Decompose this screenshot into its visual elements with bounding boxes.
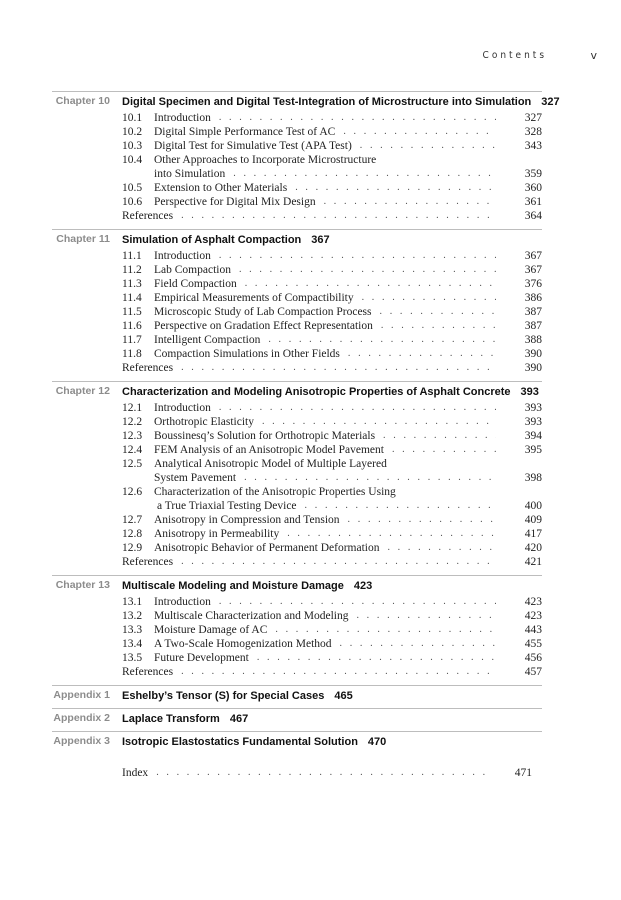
page-number: v bbox=[590, 49, 597, 62]
chapter-label: Appendix 1 bbox=[53, 689, 110, 701]
chapter-title-link[interactable] bbox=[122, 578, 542, 595]
entry-page: 376 bbox=[524, 278, 542, 290]
section-number: 12.3 bbox=[122, 430, 143, 442]
section-title: FEM Analysis of an Anisotropic Model Pavement bbox=[154, 444, 384, 456]
entry-page: 423 bbox=[524, 596, 542, 608]
dot-leader bbox=[156, 766, 486, 780]
dot-leader bbox=[360, 139, 496, 153]
entry-page: 417 bbox=[524, 528, 542, 540]
toc-entry[interactable] bbox=[122, 195, 542, 209]
chapter-page: 465 bbox=[334, 690, 353, 702]
dot-leader bbox=[348, 347, 496, 361]
dot-leader bbox=[343, 125, 496, 139]
dot-leader bbox=[380, 305, 496, 319]
toc-entry[interactable] bbox=[122, 637, 542, 651]
entry-page: 343 bbox=[524, 140, 542, 152]
section-title: Microscopic Study of Lab Compaction Process bbox=[154, 306, 372, 318]
entry-page: 327 bbox=[524, 112, 542, 124]
toc-entry[interactable] bbox=[122, 263, 542, 277]
section-number: 11.6 bbox=[122, 320, 142, 332]
table-of-contents bbox=[52, 91, 560, 754]
toc-entry[interactable] bbox=[122, 125, 542, 139]
entry-page: 388 bbox=[524, 334, 542, 346]
references-label: References bbox=[122, 666, 174, 678]
section-title: Anisotropy in Permeability bbox=[154, 528, 280, 540]
dot-leader bbox=[181, 361, 496, 375]
dot-leader bbox=[348, 513, 496, 527]
section-number: 11.3 bbox=[122, 278, 142, 290]
dot-leader bbox=[324, 195, 496, 209]
references-label: References bbox=[122, 556, 174, 568]
dot-leader bbox=[383, 429, 496, 443]
section-title: Moisture Damage of AC bbox=[154, 624, 268, 636]
toc-entry[interactable] bbox=[122, 305, 542, 319]
section-title: Introduction bbox=[154, 596, 211, 608]
chapter-title-link[interactable] bbox=[122, 384, 542, 401]
chapter-title: Simulation of Asphalt Compaction bbox=[122, 234, 302, 246]
section-title: Analytical Anisotropic Model of Multiple Layered bbox=[154, 458, 387, 470]
toc-chapter bbox=[52, 575, 542, 685]
references-label: References bbox=[122, 362, 174, 374]
dot-leader bbox=[219, 401, 496, 415]
entry-page: 390 bbox=[524, 348, 542, 360]
section-number: 12.4 bbox=[122, 444, 143, 456]
chapter-page: 327 bbox=[541, 96, 560, 108]
dot-leader bbox=[275, 623, 496, 637]
section-title-continued: into Simulation bbox=[154, 168, 226, 180]
section-title: Orthotropic Elasticity bbox=[154, 416, 254, 428]
references-entry[interactable] bbox=[122, 555, 542, 569]
section-title: Empirical Measurements of Compactibility bbox=[154, 292, 354, 304]
index-page: 471 bbox=[514, 767, 532, 779]
section-title-continued: a True Triaxial Testing Device bbox=[157, 500, 297, 512]
toc-entry[interactable] bbox=[122, 181, 542, 195]
chapter-page: 393 bbox=[520, 386, 539, 398]
section-number: 11.1 bbox=[122, 250, 142, 262]
entry-page: 386 bbox=[524, 292, 542, 304]
entry-page: 360 bbox=[524, 182, 542, 194]
section-number: 10.2 bbox=[122, 126, 143, 138]
section-title: Characterization of the Anisotropic Properties Using bbox=[154, 486, 396, 498]
toc-entry[interactable] bbox=[122, 485, 542, 499]
toc-entry[interactable] bbox=[122, 111, 542, 125]
toc-entry[interactable] bbox=[122, 595, 542, 609]
section-title: Extension to Other Materials bbox=[154, 182, 288, 194]
toc-entry[interactable] bbox=[122, 347, 542, 361]
toc-entry-continuation[interactable] bbox=[122, 471, 542, 485]
index-entry[interactable] bbox=[122, 766, 532, 780]
dot-leader bbox=[362, 291, 496, 305]
entry-page: 387 bbox=[524, 320, 542, 332]
section-number: 13.1 bbox=[122, 596, 143, 608]
chapter-label: Appendix 3 bbox=[53, 735, 110, 747]
dot-leader bbox=[295, 181, 496, 195]
chapter-title: Digital Specimen and Digital Test-Integration of Microstructure into Simulation bbox=[122, 96, 532, 108]
section-title: Future Development bbox=[154, 652, 249, 664]
entry-page: 393 bbox=[524, 402, 542, 414]
chapter-title-link[interactable] bbox=[122, 688, 542, 705]
section-number: 13.2 bbox=[122, 610, 143, 622]
dot-leader bbox=[245, 277, 496, 291]
chapter-label: Chapter 11 bbox=[56, 233, 110, 245]
section-number: 12.6 bbox=[122, 486, 143, 498]
toc-entry-continuation[interactable] bbox=[122, 499, 542, 513]
section-title: Anisotropic Behavior of Permanent Deformation bbox=[154, 542, 380, 554]
dot-leader bbox=[305, 499, 496, 513]
section-number: 11.8 bbox=[122, 348, 142, 360]
section-title: Multiscale Characterization and Modeling bbox=[154, 610, 349, 622]
section-title: Other Approaches to Incorporate Microstructure bbox=[154, 154, 377, 166]
entry-page: 364 bbox=[524, 210, 542, 222]
entry-page: 421 bbox=[524, 556, 542, 568]
chapter-title-link[interactable] bbox=[122, 94, 560, 111]
dot-leader bbox=[219, 595, 496, 609]
toc-entry[interactable] bbox=[122, 291, 542, 305]
toc-entry[interactable] bbox=[122, 541, 542, 555]
entry-page: 359 bbox=[524, 168, 542, 180]
entry-page: 400 bbox=[524, 500, 542, 512]
entry-page: 456 bbox=[524, 652, 542, 664]
section-number: 10.5 bbox=[122, 182, 143, 194]
entry-page: 367 bbox=[524, 264, 542, 276]
chapter-label: Chapter 12 bbox=[55, 385, 110, 397]
entry-page: 361 bbox=[524, 196, 542, 208]
section-title: Anisotropy in Compression and Tension bbox=[154, 514, 340, 526]
dot-leader bbox=[181, 665, 496, 679]
toc-entry[interactable] bbox=[122, 609, 542, 623]
section-number: 13.3 bbox=[122, 624, 143, 636]
chapter-page: 423 bbox=[353, 580, 373, 592]
section-number: 10.6 bbox=[122, 196, 143, 208]
references-entry[interactable] bbox=[122, 361, 542, 375]
section-title: Digital Simple Performance Test of AC bbox=[154, 126, 336, 138]
entry-page: 367 bbox=[524, 250, 542, 262]
section-title-continued: System Pavement bbox=[154, 472, 237, 484]
chapter-title-link[interactable] bbox=[122, 232, 542, 249]
chapter-title-link[interactable] bbox=[122, 734, 542, 751]
toc-entry[interactable] bbox=[122, 527, 542, 541]
section-title: Intelligent Compaction bbox=[154, 334, 261, 346]
dot-leader bbox=[219, 249, 496, 263]
toc-entry[interactable] bbox=[122, 513, 542, 527]
chapter-title: Multiscale Modeling and Moisture Damage bbox=[122, 580, 344, 592]
toc-chapter bbox=[52, 731, 542, 754]
entry-page: 457 bbox=[524, 666, 542, 678]
dot-leader bbox=[219, 111, 496, 125]
section-number: 10.1 bbox=[122, 112, 143, 124]
chapter-label: Appendix 2 bbox=[53, 712, 110, 724]
section-number: 13.4 bbox=[122, 638, 143, 650]
toc-entry-continuation[interactable] bbox=[122, 167, 542, 181]
toc-chapter bbox=[52, 91, 560, 229]
section-number: 13.5 bbox=[122, 652, 143, 664]
entry-page: 393 bbox=[524, 416, 542, 428]
dot-leader bbox=[239, 263, 496, 277]
section-number: 10.4 bbox=[122, 154, 143, 166]
section-title: Introduction bbox=[154, 250, 211, 262]
section-number: 12.1 bbox=[122, 402, 143, 414]
toc-entry[interactable] bbox=[122, 277, 542, 291]
dot-leader bbox=[356, 609, 496, 623]
chapter-title: Eshelby’s Tensor (S) for Special Cases bbox=[122, 690, 325, 702]
toc-entry[interactable] bbox=[122, 401, 542, 415]
dot-leader bbox=[257, 651, 496, 665]
entry-page: 328 bbox=[524, 126, 542, 138]
running-header-title: Contents bbox=[482, 50, 547, 61]
dot-leader bbox=[381, 319, 496, 333]
dot-leader bbox=[233, 167, 496, 181]
toc-entry[interactable] bbox=[122, 249, 542, 263]
toc-entry[interactable] bbox=[122, 443, 542, 457]
section-title: Field Compaction bbox=[154, 278, 237, 290]
section-title: Introduction bbox=[154, 112, 211, 124]
section-number: 11.5 bbox=[122, 306, 142, 318]
section-title: Lab Compaction bbox=[154, 264, 231, 276]
section-title: Perspective for Digital Mix Design bbox=[154, 196, 316, 208]
dot-leader bbox=[262, 415, 496, 429]
section-title: Introduction bbox=[154, 402, 211, 414]
dot-leader bbox=[244, 471, 496, 485]
toc-entry[interactable] bbox=[122, 333, 542, 347]
entry-page: 390 bbox=[524, 362, 542, 374]
entry-page: 395 bbox=[524, 444, 542, 456]
dot-leader bbox=[181, 555, 496, 569]
toc-chapter bbox=[52, 229, 542, 381]
section-number: 10.3 bbox=[122, 140, 143, 152]
chapter-page: 470 bbox=[367, 736, 387, 748]
dot-leader bbox=[392, 443, 496, 457]
chapter-page: 467 bbox=[229, 713, 249, 725]
toc-chapter bbox=[52, 685, 542, 708]
section-number: 12.9 bbox=[122, 542, 143, 554]
entry-page: 423 bbox=[524, 610, 542, 622]
toc-entry[interactable] bbox=[122, 139, 542, 153]
dot-leader bbox=[387, 541, 496, 555]
toc-entry[interactable] bbox=[122, 623, 542, 637]
dot-leader bbox=[287, 527, 496, 541]
section-title: Digital Test for Simulative Test (APA Test) bbox=[154, 140, 352, 152]
chapter-title-link[interactable] bbox=[122, 711, 542, 728]
section-title: A Two-Scale Homogenization Method bbox=[154, 638, 332, 650]
entry-page: 409 bbox=[524, 514, 542, 526]
entry-page: 455 bbox=[524, 638, 542, 650]
dot-leader bbox=[268, 333, 496, 347]
entry-page: 394 bbox=[524, 430, 542, 442]
section-number: 12.7 bbox=[122, 514, 143, 526]
references-entry[interactable] bbox=[122, 209, 542, 223]
references-entry[interactable] bbox=[122, 665, 542, 679]
section-title: Compaction Simulations in Other Fields bbox=[154, 348, 340, 360]
entry-page: 443 bbox=[524, 624, 542, 636]
section-title: Boussinesq’s Solution for Orthotropic Materials bbox=[154, 430, 376, 442]
chapter-title: Characterization and Modeling Anisotropic Properties of Asphalt Concrete bbox=[122, 386, 511, 398]
section-number: 11.7 bbox=[122, 334, 142, 346]
chapter-title: Isotropic Elastostatics Fundamental Solution bbox=[122, 736, 358, 748]
toc-chapter bbox=[52, 708, 542, 731]
index-label: Index bbox=[122, 767, 149, 779]
entry-page: 420 bbox=[524, 542, 542, 554]
toc-entry[interactable] bbox=[122, 153, 542, 167]
dot-leader bbox=[181, 209, 496, 223]
chapter-label: Chapter 13 bbox=[55, 579, 110, 591]
chapter-page: 367 bbox=[311, 234, 330, 246]
section-title: Perspective on Gradation Effect Representation bbox=[154, 320, 373, 332]
dot-leader bbox=[340, 637, 496, 651]
section-number: 12.8 bbox=[122, 528, 143, 540]
entry-page: 398 bbox=[524, 472, 542, 484]
toc-chapter bbox=[52, 381, 542, 575]
chapter-label: Chapter 10 bbox=[55, 95, 110, 107]
section-number: 11.2 bbox=[122, 264, 142, 276]
toc-entry[interactable] bbox=[122, 319, 542, 333]
chapter-title: Laplace Transform bbox=[122, 713, 220, 725]
entry-page: 387 bbox=[524, 306, 542, 318]
toc-entry[interactable] bbox=[122, 457, 542, 471]
section-number: 12.2 bbox=[122, 416, 143, 428]
toc-entry[interactable] bbox=[122, 429, 542, 443]
section-number: 11.4 bbox=[122, 292, 142, 304]
section-number: 12.5 bbox=[122, 458, 143, 470]
references-label: References bbox=[122, 210, 174, 222]
toc-entry[interactable] bbox=[122, 651, 542, 665]
toc-entry[interactable] bbox=[122, 415, 542, 429]
